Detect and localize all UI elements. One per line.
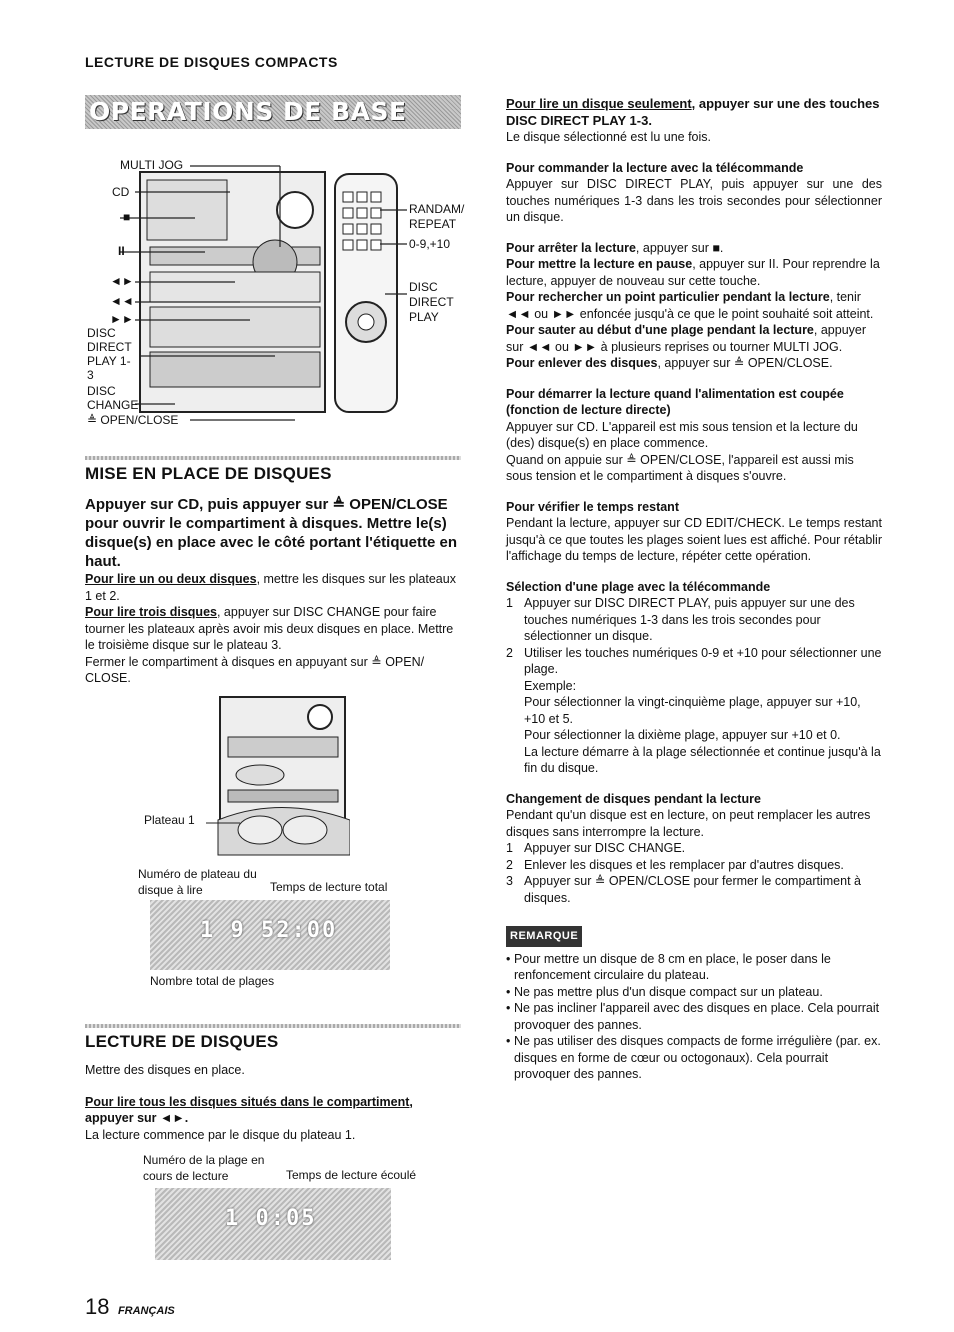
chg-list (506, 840, 882, 906)
lcd1-label-right: Temps de lecture total (270, 880, 388, 894)
section-header: LECTURE DE DISQUES COMPACTS (85, 54, 338, 70)
p1-underlined: Pour lire un ou deux disques (85, 572, 257, 586)
label-forward: ►► (110, 312, 134, 326)
lcd-display-elapsed (155, 1188, 391, 1260)
label-open-close: ≜ OPEN/CLOSE (87, 413, 179, 427)
lcd1-digits: 1 9 52:00 (200, 918, 338, 943)
rech-t: , tenir ◄◄ ou ►► enfoncée jusqu'à ce que le point souhaité soit atteint. (506, 290, 874, 321)
label-cd: CD (112, 185, 130, 199)
lcd2-label-left: Numéro de la plage en cours de lecture (143, 1153, 265, 1183)
mise-en-place-lead: Appuyer sur CD, puis appuyer sur ≜ OPEN/CLOSE pour ouvrir le compartiment à disques. Mettre le(s) disque(s) en place avec le côté portant l'étiquette en haut. (85, 496, 457, 570)
page-language: FRANÇAIS (117, 1305, 175, 1317)
sel-example-1: Pour sélectionner la vingt-cinquième plage, appuyer sur +10, +10 et 5. (524, 695, 861, 726)
stereo-remote-illustration (85, 152, 465, 432)
arr-b: Pour arrêter la lecture (506, 240, 636, 255)
dem-t1: Appuyer sur CD. L'appareil est mis sous tension et la lecture du (des) disque(s) en place commence. (506, 419, 858, 450)
lecture-p1: Mettre des disques en place. (85, 1063, 245, 1077)
divider (85, 1024, 461, 1028)
list-item: • Ne pas utiliser des disques compacts de forme irrégulière (par. ex. disques en forme de cœur ou octogonaux). Cela pourrait provoquer des pannes. (506, 1033, 882, 1083)
list-item: • Ne pas incliner l'appareil avec des disques en place. Cela pourrait provoquer des pannes. (506, 1000, 882, 1033)
pause-b: Pour mettre la lecture en pause (506, 257, 693, 271)
arr-t: , appuyer sur ■. (635, 240, 724, 255)
pause-t: , appuyer sur II. Pour reprendre la lecture, appuyer de nouveau sur cette touche. (506, 257, 880, 288)
chg-title: Changement de disques pendant la lecture (506, 791, 761, 806)
lcd1-label-left: Numéro de plateau du disque à lire (138, 867, 257, 897)
un-disque-u: Pour lire un disque seulement (506, 96, 692, 111)
mise-en-place-text (85, 571, 463, 687)
list-item: 3 Appuyer sur ≜ OPEN/CLOSE pour fermer le compartiment à disques. (506, 874, 861, 905)
label-plateau: Plateau 1 (144, 813, 195, 827)
rech-b: Pour rechercher un point particulier pendant la lecture (506, 290, 830, 304)
tray-figure (140, 695, 350, 860)
list-item: 1 Appuyer sur DISC DIRECT PLAY, puis appuyer sur une des touches numériques 1-3 dans les trois secondes pour sélectionner un disque. (506, 596, 855, 643)
label-remote-disc-direct: DISC DIRECT PLAY (409, 280, 454, 324)
enl-t: , appuyer sur ≜ OPEN/CLOSE. (657, 356, 833, 370)
section-title-mise-en-place: MISE EN PLACE DE DISQUES (85, 464, 332, 483)
sel-list (506, 595, 882, 777)
p2-rest: , appuyer sur DISC CHANGE pour faire tourner les plateaux après avoir mis deux disques en place. Mettre le troisième disque sur le plateau 3. (85, 605, 454, 652)
lecture-p3: La lecture commence par le disque du plateau 1. (85, 1127, 356, 1142)
label-rewind: ◄◄ (110, 294, 134, 308)
remarque-badge: REMARQUE (506, 926, 582, 947)
sel-example-2: Pour sélectionner la dixième plage, appuyer sur +10 et 0. (524, 728, 841, 742)
sel-title: Sélection d'une plage avec la télécommande (506, 579, 771, 594)
tel-text: Appuyer sur DISC DIRECT PLAY, puis appuyer sur une des touches numériques 1-3 dans les trois secondes pour sélectionner un disque. (506, 177, 882, 224)
saut-b: Pour sauter au début d'une plage pendant la lecture (506, 323, 814, 337)
label-play: ◄► (110, 274, 134, 288)
page-number: 18 (85, 1294, 110, 1319)
dem-title: Pour démarrer la lecture quand l'alimentation est coupée (fonction de lecture directe) (506, 386, 844, 417)
un-disque-t: Le disque sélectionné est lu une fois. (506, 130, 711, 144)
lecture-p2-b: appuyer sur ◄►. (85, 1111, 189, 1125)
label-disc-direct-play: DISC DIRECT PLAY 1-3 (87, 326, 132, 382)
label-random-repeat: RANDAM/ REPEAT (409, 202, 465, 231)
p1-rest: , mettre les disques sur les plateaux 1 et 2. (85, 572, 456, 603)
label-multi-jog: MULTI JOG (120, 158, 184, 172)
lcd1-label-bottom: Nombre total de plages (150, 974, 275, 988)
label-pause: II (118, 244, 125, 258)
label-disc-change: DISC CHANGE (87, 384, 139, 412)
ver-title: Pour vérifier le temps restant (506, 499, 679, 514)
page-footer (85, 1294, 175, 1320)
tel-title: Pour commander la lecture avec la télécommande (506, 160, 804, 175)
list-item: 2 Enlever les disques et les remplacer par d'autres disques. (506, 857, 844, 872)
saut-t: , appuyer sur ◄◄ ou ►► à plusieurs reprises ou tourner MULTI JOG. (506, 323, 867, 354)
list-item: • Pour mettre un disque de 8 cm en place, le poser dans le renfoncement circulaire du plateau. (506, 951, 882, 984)
sel-example: Exemple: (524, 678, 577, 693)
un-disque-b: , appuyer sur une des touches DISC DIRECT PLAY 1-3. (506, 96, 880, 128)
lecture-text (85, 1062, 463, 1143)
lecture-p2-u: Pour lire tous les disques situés dans le compartiment, (85, 1094, 413, 1109)
lcd-display-total (150, 900, 390, 970)
enl-b: Pour enlever des disques (506, 356, 658, 370)
ver-t: Pendant la lecture, appuyer sur CD EDIT/CHECK. Le temps restant jusqu'à ce que toutes les plages soient lues est affiché. Pour rétablir l'affichage du temps de lecture, répéter cette opération. (506, 516, 882, 563)
list-item: 2 Utiliser les touches numériques 0-9 et +10 pour sélectionner une plage. Exemple: Pour sélectionner la vingt-cinquième plage, appuyer sur +10, +10 et 5. Pour sélectionner la dixième plage, appuyer sur +10 et 0. La lecture démarre à la plage sélectionnée et continue jusqu'à la fin du disque. (506, 645, 882, 775)
banner-title: OPERATIONS DE BASE (89, 97, 407, 126)
label-numeric: 0-9,+10 (409, 237, 451, 251)
list-item: 1 Appuyer sur DISC CHANGE. (506, 841, 686, 855)
p3: Fermer le compartiment à disques en appuyant sur ≜ OPEN/ CLOSE. (85, 654, 425, 685)
p2-underlined: Pour lire trois disques (85, 605, 217, 619)
stereo-diagram (85, 152, 465, 432)
lcd2-digits: 1 0:05 (225, 1206, 317, 1231)
page-banner (85, 95, 461, 129)
divider (85, 456, 461, 460)
right-column (506, 95, 882, 1083)
label-stop: ■ (123, 210, 131, 224)
list-item: • Ne pas mettre plus d'un disque compact sur un plateau. (506, 984, 882, 1001)
lcd2-label-right: Temps de lecture écoulé (286, 1168, 417, 1182)
remarque-list (506, 951, 882, 1083)
tray-illustration (140, 695, 350, 860)
chg-t: Pendant qu'un disque est en lecture, on peut remplacer les autres disques sans interrompre la lecture. (506, 808, 871, 839)
section-title-lecture: LECTURE DE DISQUES (85, 1032, 279, 1051)
dem-t2: Quand on appuie sur ≜ OPEN/CLOSE, l'appareil est aussi mis sous tension et le compartiment à disques s'ouvre. (506, 452, 854, 483)
sel-example-3: La lecture démarre à la plage sélectionnée et continue jusqu'à la fin du disque. (524, 744, 881, 775)
